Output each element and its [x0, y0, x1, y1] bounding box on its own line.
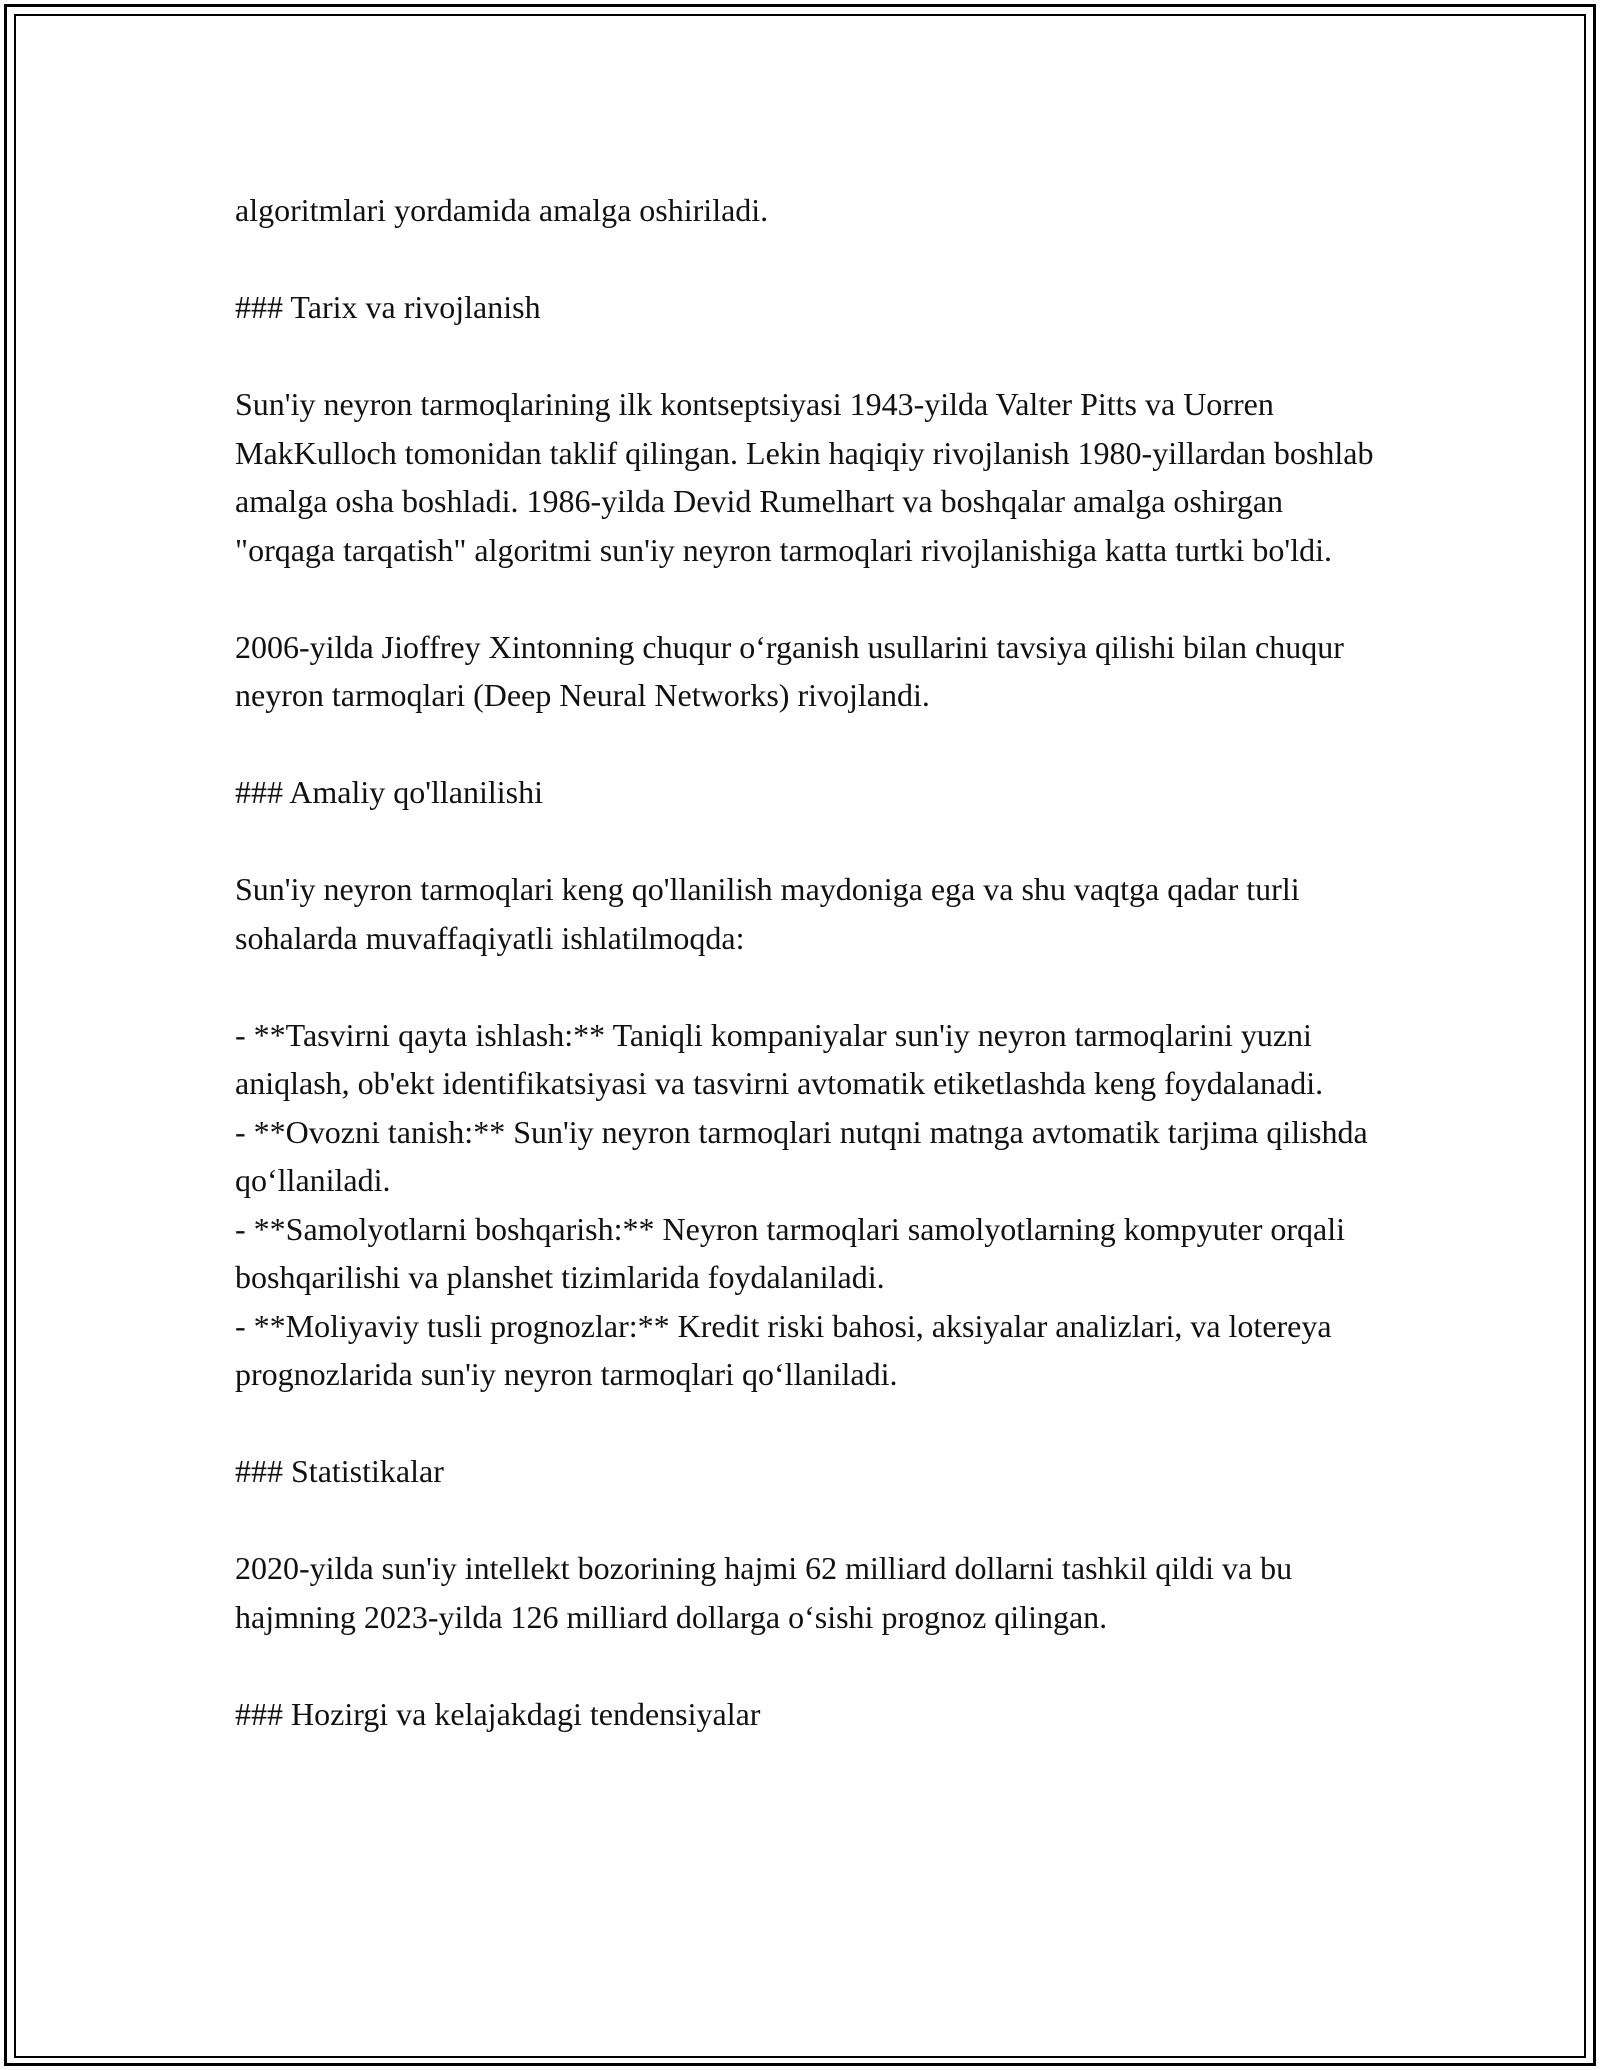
heading-applications: ### Amaliy qo'llanilishi: [235, 774, 543, 810]
list-item-aircraft-control: - **Samolyotlarni boshqarish:** Neyron tarmoqlari samolyotlarning kompyuter orqali boshqarilishi va planshet tizimlarida foydalaniladi.: [235, 1210, 1346, 1295]
paragraph-applications-intro: Sun'iy neyron tarmoqlari keng qo'llanilish maydoniga ega va shu vaqtga qadar turli sohalarda muvaffaqiyatli ishlatilmoqda:: [235, 871, 1300, 956]
list-item-image-processing: - **Tasvirni qayta ishlash:** Taniqli kompaniyalar sun'iy neyron tarmoqlarini yuzni aniqlash, ob'ekt identifikatsiyasi va tasvirni avtomatik etiketlashda keng foydalanadi.: [235, 1016, 1324, 1101]
heading-history: ### Tarix va rivojlanish: [235, 289, 541, 325]
document-page: [235, 186, 1385, 1787]
list-item-voice-recognition: - **Ovozni tanish:** Sun'iy neyron tarmoqlari nutqni matnga avtomatik tarjima qilishda qo‘llaniladi.: [235, 1113, 1368, 1198]
paragraph-history-1: Sun'iy neyron tarmoqlarining ilk kontseptsiyasi 1943-yilda Valter Pitts va Uorren MakKulloch tomonidan taklif qilingan. Lekin haqiqiy rivojlanish 1980-yillardan boshlab amalga osha boshladi. 1986-yilda Devid Rumelhart va boshqalar amalga oshirgan "orqaga tarqatish" algoritmi sun'iy neyron tarmoqlari rivojlanishiga katta turtki bo'ldi.: [235, 386, 1374, 568]
paragraph-history-2: 2006-yilda Jioffrey Xintonning chuqur o‘rganish usullarini tavsiya qilishi bilan chuqur neyron tarmoqlari (Deep Neural Networks) rivojlandi.: [235, 628, 1344, 713]
paragraph-intro-tail: algoritmlari yordamida amalga oshiriladi.: [235, 192, 769, 228]
heading-trends: ### Hozirgi va kelajakdagi tendensiyalar: [235, 1695, 761, 1732]
heading-statistics: ### Statistikalar: [235, 1453, 444, 1489]
list-item-financial-forecasts: - **Moliyaviy tusli prognozlar:** Kredit riski bahosi, aksiyalar analizlari, va lotereya prognozlarida sun'iy neyron tarmoqlari qo‘llaniladi.: [235, 1307, 1332, 1392]
paragraph-statistics-1: 2020-yilda sun'iy intellekt bozorining hajmi 62 milliard dollarni tashkil qildi va bu hajmning 2023-yilda 126 milliard dollarga o‘sishi prognoz qilingan.: [235, 1550, 1293, 1635]
applications-list: [235, 1011, 1385, 1399]
